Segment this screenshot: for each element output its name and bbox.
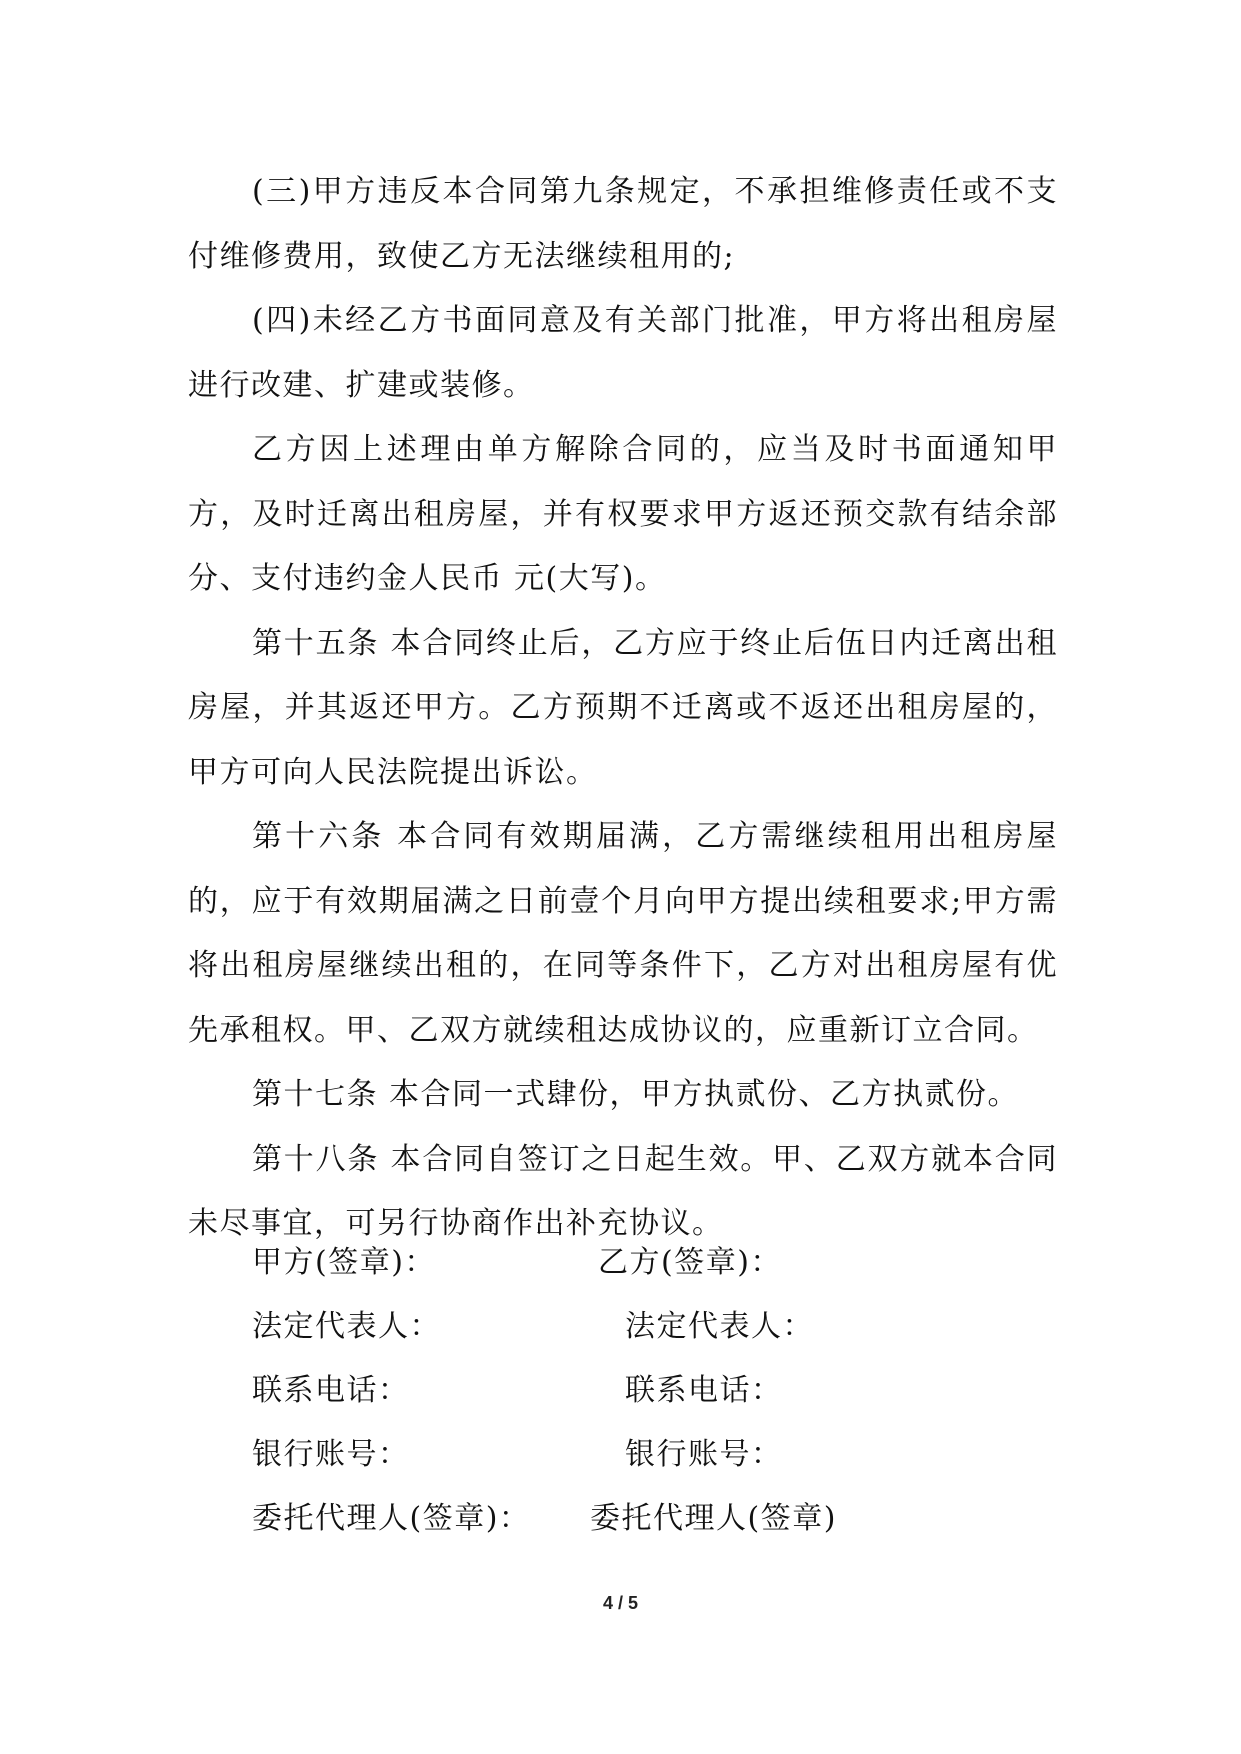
paragraph-clause-3: (三)甲方违反本合同第九条规定，不承担维修责任或不支付维修费用，致使乙方无法继续租用的; [188, 174, 1058, 274]
page-number: 4 / 5 [602, 1593, 639, 1613]
party-a-agent-label: 委托代理人(签章)： [252, 1501, 531, 1536]
party-b-agent-label: 委托代理人(签章) [590, 1501, 837, 1536]
signature-row-phone [0, 1366, 1241, 1416]
contract-body [188, 160, 1058, 1257]
paragraph-clause-4: (四)未经乙方书面同意及有关部门批准，甲方将出租房屋进行改建、扩建或装修。 [188, 303, 1058, 403]
party-a-signature-label: 甲方(签章)： [252, 1245, 436, 1280]
paragraph-article-15: 第十五条 本合同终止后，乙方应于终止后伍日内迁离出租房屋，并其返还甲方。乙方预期不迁离或不返还出租房屋的，甲方可向人民法院提出诉讼。 [188, 625, 1058, 790]
paragraph-article-18: 第十八条 本合同自签订之日起生效。甲、乙双方就本合同未尽事宜，可另行协商作出补充协议。 [188, 1141, 1058, 1241]
party-b-phone-label: 联系电话： [625, 1373, 783, 1408]
signature-row-party [0, 1238, 1241, 1288]
signature-row-legal-rep [0, 1302, 1241, 1352]
party-a-legal-rep-label: 法定代表人： [252, 1309, 441, 1344]
party-b-bank-account-label: 银行账号： [625, 1437, 783, 1472]
party-a-bank-account-label: 银行账号： [252, 1437, 410, 1472]
signature-row-agent [0, 1494, 1241, 1544]
paragraph-termination-notice: 乙方因上述理由单方解除合同的，应当及时书面通知甲方，及时迁离出租房屋，并有权要求甲方返还预交款有结余部分、支付违约金人民币 元(大写)。 [188, 432, 1058, 596]
party-b-legal-rep-label: 法定代表人： [625, 1309, 814, 1344]
party-b-signature-label: 乙方(签章)： [598, 1245, 782, 1280]
party-a-phone-label: 联系电话： [252, 1373, 410, 1408]
signature-row-bank-account [0, 1430, 1241, 1480]
paragraph-article-17: 第十七条 本合同一式肆份，甲方执贰份、乙方执贰份。 [252, 1077, 1020, 1112]
paragraph-article-16: 第十六条 本合同有效期届满，乙方需继续租用出租房屋的，应于有效期届满之日前壹个月向甲方提出续租要求;甲方需将出租房屋继续出租的，在同等条件下，乙方对出租房屋有优先承租权。甲、乙双方就续租达成协议的，应重新订立合同。 [188, 819, 1058, 1048]
